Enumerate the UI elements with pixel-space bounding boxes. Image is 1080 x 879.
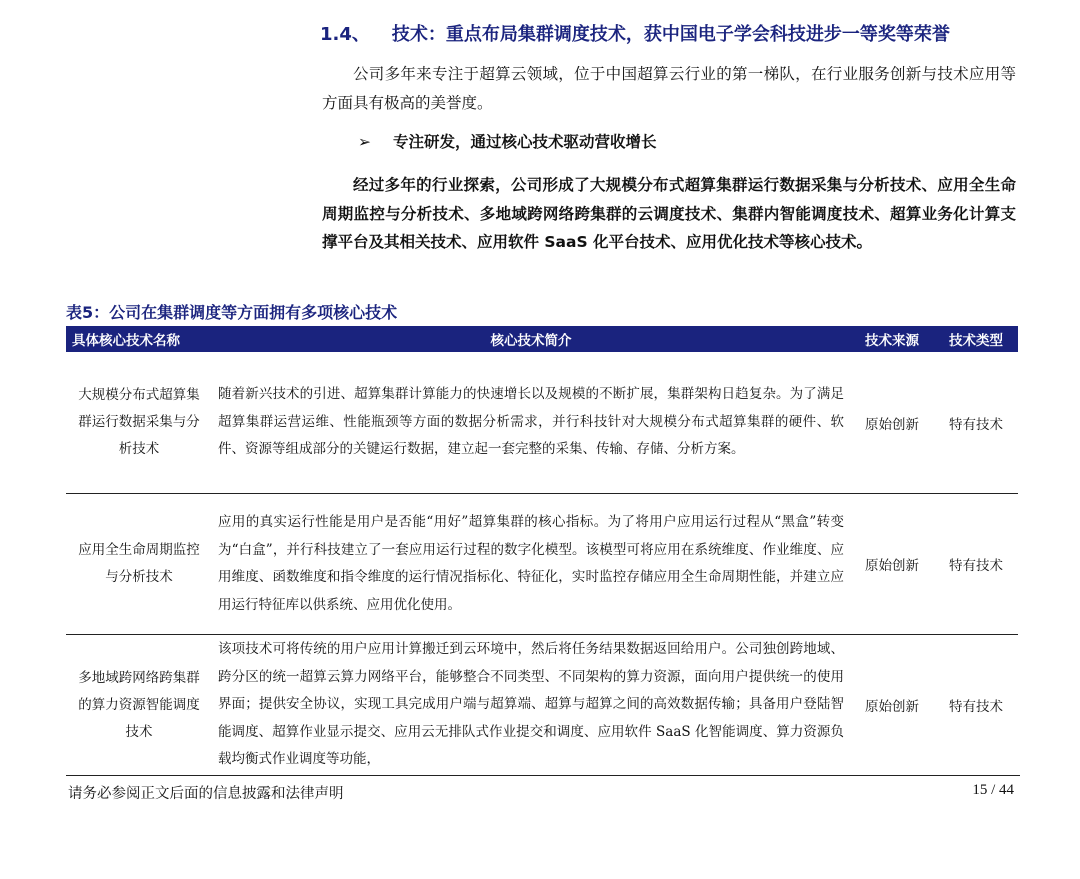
bullet-text: 专注研发，通过核心技术驱动营收增长 [393,133,657,151]
core-tech-paragraph: 经过多年的行业探索，公司形成了大规模分布式超算集群运行数据采集与分析技术、应用全生命周期监控与分析技术、多地域跨网络跨集群的云调度技术、集群内智能调度技术、超算业务化计算支撑平台及其相关技术、应用软件 SaaS 化平台技术、应用优化技术等核心技术。 [322,176,1016,251]
tech-type-cell: 特有技术 [934,494,1018,635]
intro-paragraph: 公司多年来专注于超算云领域，位于中国超算云行业的第一梯队，在行业服务创新与技术应用等方面具有极高的美誉度。 [322,65,1016,112]
table-caption: 表5：公司在集群调度等方面拥有多项核心技术 [66,303,398,322]
section-title: 技术：重点布局集群调度技术，获中国电子学会科技进步一等奖等荣誉 [391,24,950,45]
table-row [66,352,1018,494]
footer-disclaimer: 请务必参阅正文后面的信息披露和法律声明 [68,786,344,802]
core-tech-table [66,326,1018,776]
bullet-heading [358,130,657,152]
page-number: 15 / 44 [972,782,1014,798]
tech-source-cell: 原始创新 [850,352,934,494]
section-number: 1.4、 [320,24,370,45]
table-row [66,635,1018,776]
header-tech-desc: 核心技术简介 [212,326,850,352]
tech-source-cell: 原始创新 [850,494,934,635]
tech-type-cell: 特有技术 [934,352,1018,494]
tech-desc-cell: 应用的真实运行性能是用户是否能“用好”超算集群的核心指标。为了将用户应用运行过程从“黑盒”转变为“白盒”，并行科技建立了一套应用运行过程的数字化模型。该模型可将应用在系统维度、作业维度、应用维度、函数维度和指令维度的运行情况指标化、特征化，实时监控存储应用全生命周期性能，并建立应用运行特征库以供系统、应用优化使用。 [212,494,850,635]
tech-desc-cell: 该项技术可将传统的用户应用计算搬迁到云环境中，然后将任务结果数据返回给用户。公司独创跨地域、跨分区的统一超算云算力网络平台，能够整合不同类型、不同架构的算力资源，面向用户提供统一的使用界面；提供安全协议，实现工具完成用户端与超算端、超算与超算之间的高效数据传输；具备用户登陆智能调度、超算作业显示提交、应用云无排队式作业提交和调度、应用软件 SaaS 化智能调度、算力资源负载均衡式作业调度等功能， [212,635,850,776]
arrow-bullet-icon: ➢ [358,133,371,151]
table-header-row [66,326,1018,352]
tech-name-cell: 大规模分布式超算集群运行数据采集与分析技术 [66,352,212,494]
tech-name-cell: 多地域跨网络跨集群的算力资源智能调度技术 [66,635,212,776]
tech-name-cell: 应用全生命周期监控与分析技术 [66,494,212,635]
section-heading [320,20,1060,46]
header-tech-source: 技术来源 [850,326,934,352]
tech-desc-cell: 随着新兴技术的引进、超算集群计算能力的快速增长以及规模的不断扩展，集群架构日趋复杂。为了满足超算集群运营运维、性能瓶颈等方面的数据分析需求，并行科技针对大规模分布式超算集群的硬件、软件、资源等组成部分的关键运行数据，建立起一套完整的采集、传输、存储、分析方案。 [212,352,850,494]
table-row [66,494,1018,635]
header-tech-type: 技术类型 [934,326,1018,352]
footer-divider [66,775,1020,776]
header-tech-name: 具体核心技术名称 [66,326,212,352]
tech-type-cell: 特有技术 [934,635,1018,776]
tech-source-cell: 原始创新 [850,635,934,776]
